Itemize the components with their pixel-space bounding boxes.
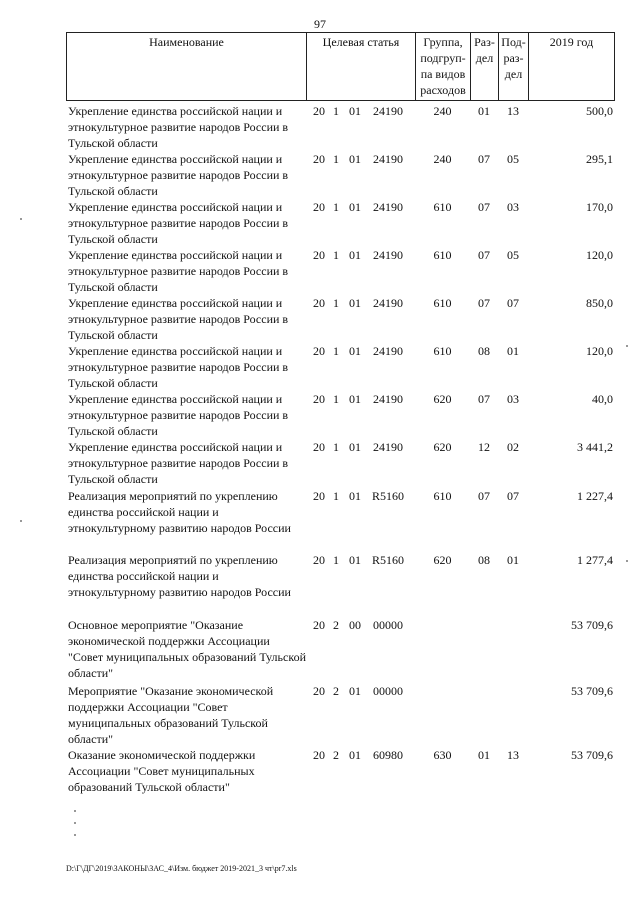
target-code-part: 20: [313, 152, 325, 166]
row-target-article: [306, 439, 415, 487]
row-name: Мероприятие "Оказание экономической поддержки Ассоциации "Совет муниципальных образований Тульской области": [68, 684, 274, 746]
target-code-part: 1: [333, 152, 339, 166]
target-code-part: 1: [333, 200, 339, 214]
row-name: Укрепление единства российской нации и этнокультурное развитие народов России в Тульской области: [68, 152, 289, 198]
target-code-part: 2: [333, 684, 339, 698]
target-code-part: 24190: [373, 152, 403, 166]
row-expense-group: 240: [433, 152, 452, 166]
target-code-part: 01: [349, 684, 361, 698]
row-subsection: 01: [507, 553, 519, 567]
row-target-article: [306, 343, 415, 391]
header-expense-group: Группа, подгруп-па видов расходов: [416, 33, 471, 100]
row-section: 07: [478, 200, 490, 214]
row-expense-group: 620: [433, 392, 452, 406]
row-section: 01: [478, 748, 490, 762]
row-name: Реализация мероприятий по укреплению единства российской нации и этнокультурному развитию народов России: [68, 553, 291, 599]
table-header: [66, 32, 615, 101]
row-name: Укрепление единства российской нации и этнокультурное развитие народов России в Тульской области: [68, 344, 289, 390]
row-target-article: [306, 488, 415, 536]
target-code-part: 20: [313, 104, 325, 118]
table-row: [66, 747, 615, 795]
target-code-part: 1: [333, 248, 339, 262]
row-amount: 500,0: [586, 104, 613, 118]
row-expense-group: [415, 683, 470, 747]
row-expense-group: 620: [433, 553, 452, 567]
row-expense-group: 610: [433, 296, 452, 310]
scan-speck: [20, 218, 22, 220]
budget-table: [66, 32, 615, 794]
row-target-article: [306, 199, 415, 247]
row-amount: 1 227,4: [577, 489, 613, 503]
row-subsection: 05: [507, 152, 519, 166]
header-subsection: Под-раз-дел: [499, 33, 529, 100]
table-row: [66, 247, 615, 295]
target-code-part: 20: [313, 748, 325, 762]
target-code-part: R5160: [371, 489, 404, 503]
row-target-article: [306, 747, 415, 795]
target-code-part: 01: [349, 200, 361, 214]
row-amount: 3 441,2: [577, 440, 613, 454]
row-target-article: [306, 683, 415, 747]
target-code-part: 01: [349, 344, 361, 358]
target-code-part: 01: [349, 296, 361, 310]
table-row: [66, 151, 615, 199]
target-code-part: 01: [349, 553, 361, 567]
target-code-part: R5160: [371, 553, 404, 567]
scan-speck: [74, 822, 76, 824]
target-code-part: 60980: [373, 748, 403, 762]
row-name: Оказание экономической поддержки Ассоциации "Совет муниципальных образований Тульской области": [68, 748, 256, 794]
row-amount: 850,0: [586, 296, 613, 310]
target-code-part: 01: [349, 748, 361, 762]
row-subsection: 07: [507, 489, 519, 503]
header-year: 2019 год: [549, 35, 594, 49]
target-code-part: 00000: [373, 684, 403, 698]
target-code-part: 00: [349, 618, 361, 632]
target-code-part: 20: [313, 200, 325, 214]
header-target-article: Целевая статья: [307, 33, 416, 100]
table-row: [66, 488, 615, 536]
target-code-part: 1: [333, 440, 339, 454]
row-expense-group: 630: [433, 748, 452, 762]
row-amount: 53 709,6: [571, 748, 613, 762]
row-subsection: 13: [507, 104, 519, 118]
row-amount: 295,1: [586, 152, 613, 166]
scan-speck: [626, 560, 628, 562]
target-code-part: 01: [349, 489, 361, 503]
target-code-part: 20: [313, 392, 325, 406]
row-name: Укрепление единства российской нации и этнокультурное развитие народов России в Тульской области: [68, 296, 289, 342]
table-row: [66, 552, 615, 600]
target-code-part: 01: [349, 248, 361, 262]
target-code-part: 20: [313, 489, 325, 503]
row-expense-group: [415, 617, 470, 681]
row-amount: 120,0: [586, 248, 613, 262]
row-amount: 120,0: [586, 344, 613, 358]
row-section: [470, 683, 498, 747]
row-section: [470, 617, 498, 681]
target-code-part: 24190: [373, 296, 403, 310]
row-expense-group: 610: [433, 200, 452, 214]
row-expense-group: 610: [433, 344, 452, 358]
target-code-part: 2: [333, 618, 339, 632]
target-code-part: 24190: [373, 344, 403, 358]
row-name: Реализация мероприятий по укреплению единства российской нации и этнокультурному развитию народов России: [68, 489, 291, 535]
page-number: 97: [314, 17, 326, 31]
target-code-part: 00000: [373, 618, 403, 632]
row-section: 07: [478, 489, 490, 503]
row-target-article: [306, 391, 415, 439]
row-section: 01: [478, 104, 490, 118]
table-row: [66, 617, 615, 681]
row-subsection: 07: [507, 296, 519, 310]
target-code-part: 1: [333, 344, 339, 358]
target-code-part: 20: [313, 440, 325, 454]
table-row: [66, 439, 615, 487]
row-amount: 170,0: [586, 200, 613, 214]
table-row: [66, 295, 615, 343]
target-code-part: 24190: [373, 200, 403, 214]
row-name: Укрепление единства российской нации и этнокультурное развитие народов России в Тульской области: [68, 392, 289, 438]
row-target-article: [306, 552, 415, 600]
row-expense-group: 610: [433, 489, 452, 503]
row-name: Укрепление единства российской нации и этнокультурное развитие народов России в Тульской области: [68, 248, 289, 294]
row-name: Основное мероприятие "Оказание экономической поддержки Ассоциации "Совет муниципальных образований Тульской области": [68, 618, 306, 680]
target-code-part: 1: [333, 392, 339, 406]
row-expense-group: 610: [433, 248, 452, 262]
row-target-article: [306, 247, 415, 295]
table-row: [66, 683, 615, 747]
row-name: Укрепление единства российской нации и этнокультурное развитие народов России в Тульской области: [68, 440, 289, 486]
row-target-article: [306, 617, 415, 681]
row-subsection: 02: [507, 440, 519, 454]
target-code-part: 24190: [373, 104, 403, 118]
row-expense-group: 240: [433, 104, 452, 118]
target-code-part: 24190: [373, 392, 403, 406]
target-code-part: 24190: [373, 440, 403, 454]
table-row: [66, 103, 615, 151]
row-amount: 40,0: [592, 392, 613, 406]
table-row: [66, 343, 615, 391]
scan-speck: [74, 834, 76, 836]
row-subsection: 13: [507, 748, 519, 762]
target-code-part: 2: [333, 748, 339, 762]
scan-speck: [626, 345, 628, 347]
row-section: 12: [478, 440, 490, 454]
row-subsection: [498, 683, 528, 747]
row-name: Укрепление единства российской нации и этнокультурное развитие народов России в Тульской области: [68, 200, 289, 246]
table-row: [66, 199, 615, 247]
target-code-part: 1: [333, 489, 339, 503]
scan-speck: [20, 520, 22, 522]
target-code-part: 24190: [373, 248, 403, 262]
row-subsection: 05: [507, 248, 519, 262]
row-target-article: [306, 151, 415, 199]
row-amount: 1 277,4: [577, 553, 613, 567]
row-section: 08: [478, 553, 490, 567]
row-section: 08: [478, 344, 490, 358]
target-code-part: 01: [349, 440, 361, 454]
row-target-article: [306, 295, 415, 343]
row-subsection: 01: [507, 344, 519, 358]
target-code-part: 20: [313, 296, 325, 310]
header-section: Раз-дел: [471, 33, 499, 100]
row-section: 07: [478, 392, 490, 406]
target-code-part: 20: [313, 618, 325, 632]
target-code-part: 1: [333, 553, 339, 567]
target-code-part: 01: [349, 152, 361, 166]
row-name: Укрепление единства российской нации и этнокультурное развитие народов России в Тульской области: [68, 104, 289, 150]
target-code-part: 20: [313, 553, 325, 567]
target-code-part: 20: [313, 684, 325, 698]
target-code-part: 1: [333, 104, 339, 118]
row-target-article: [306, 103, 415, 151]
row-section: 07: [478, 152, 490, 166]
target-code-part: 1: [333, 296, 339, 310]
target-code-part: 01: [349, 392, 361, 406]
file-path: D:\Г\ДГ\2019\ЗАКОНЫ\ЗАС_4\Изм. бюджет 2019-2021_3 чт\pr7.xls: [66, 864, 297, 873]
header-name: Наименование: [67, 33, 307, 100]
table-row: [66, 391, 615, 439]
target-code-part: 20: [313, 248, 325, 262]
row-subsection: 03: [507, 392, 519, 406]
row-expense-group: 620: [433, 440, 452, 454]
target-code-part: 01: [349, 104, 361, 118]
row-subsection: 03: [507, 200, 519, 214]
row-subsection: [498, 617, 528, 681]
row-amount: 53 709,6: [571, 618, 613, 632]
target-code-part: 20: [313, 344, 325, 358]
row-section: 07: [478, 248, 490, 262]
scan-speck: [74, 810, 76, 812]
row-section: 07: [478, 296, 490, 310]
row-amount: 53 709,6: [571, 684, 613, 698]
